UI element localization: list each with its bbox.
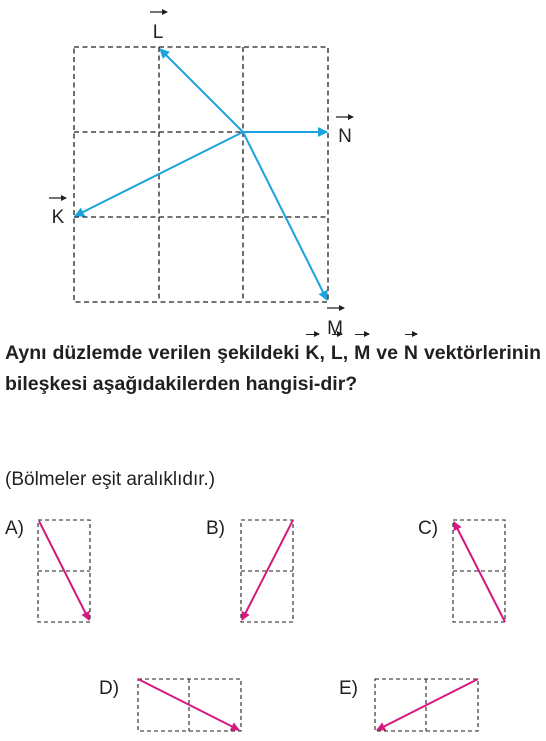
option-c-label[interactable]: C) bbox=[418, 518, 439, 539]
main-grid bbox=[74, 47, 328, 302]
vector-l-arrow bbox=[160, 49, 243, 132]
vector-m-symbol: M bbox=[354, 338, 370, 369]
svg-text:K: K bbox=[51, 207, 65, 228]
vector-label-n bbox=[336, 114, 354, 147]
vector-label-k bbox=[49, 195, 67, 228]
vector-n-symbol: N bbox=[404, 338, 418, 369]
option-d-label[interactable]: D) bbox=[99, 678, 120, 699]
option-e-arrow bbox=[377, 679, 478, 730]
question-text: Aynı düzlemde verilen şekildeki K, L, M ve N vektörlerinin bileşkesi aşağıdakilerden hangisi-dir? bbox=[5, 338, 541, 400]
option-b-label[interactable]: B) bbox=[206, 518, 225, 539]
option-b-arrow bbox=[242, 520, 293, 620]
svg-text:M: M bbox=[327, 318, 343, 339]
vector-k-symbol: K bbox=[305, 338, 319, 369]
note-text: (Bölmeler eşit aralıklıdır.) bbox=[5, 469, 216, 490]
option-e-label[interactable]: E) bbox=[339, 678, 358, 699]
vector-l-symbol: L bbox=[331, 338, 343, 369]
svg-text:L: L bbox=[152, 22, 164, 43]
vector-label-l bbox=[150, 9, 168, 43]
option-a-label[interactable]: A) bbox=[5, 518, 24, 539]
vector-m-arrow bbox=[243, 132, 327, 300]
option-c-arrow bbox=[454, 522, 505, 622]
svg-text:N: N bbox=[338, 126, 352, 147]
